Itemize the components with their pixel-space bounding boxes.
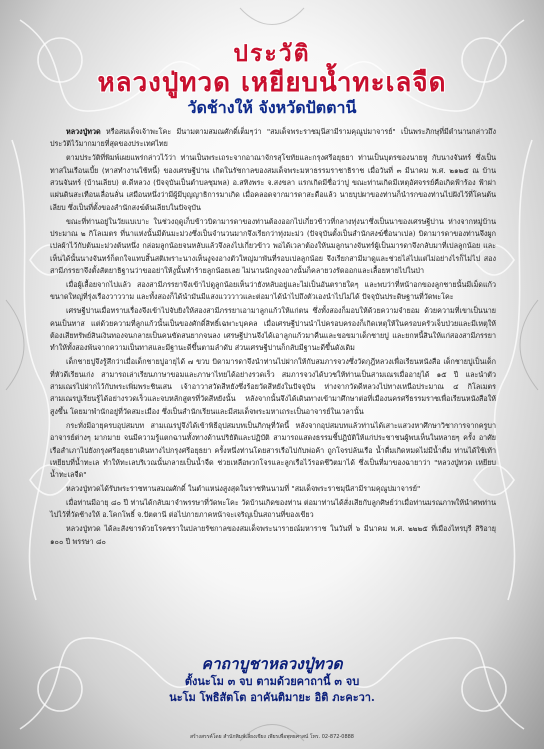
biography-text xyxy=(50,126,496,549)
paragraph-text: เมื่อผู้เลื้อยจากไปแล้ว สองสามีภรรยาจึงเข้าไปดูลูกน้อยเห็นว่ายังหลับอยู่และไม่เป็นอันตรายใดๆ และพบว่าที่หน้าอกของลูกชายนั้นมีเม็ดแก้วขนาดใหญ่ที่รุ่งเรืองวาววาม และทั้งสองก็ได้นำมันมีแสงแวววาวและต่อมาได้นำไปถึงตัวเองนำไปไม่ได้ ปัจจุบันประดิษฐานที่วัดพะโคะ xyxy=(50,280,496,302)
paragraph-text: เมื่อท่านมีอายุ ๘๐ ปี ท่านได้กลับมาจำพรรษาที่วัดพะโคะ วัดบ้านเกิดของท่าน ต่อมาท่านได้สั่งเสียกับลูกศิษย์ว่าเมื่อท่านมรณภาพให้นำศพท่านไปไว้ที่วัดช้างให้ อ.โคกโพธิ์ จ.ปัตตานี ต่อไปภายภาคหน้าจะเจริญเป็นสถานที่ของเขียว xyxy=(50,497,496,520)
publisher-credit: สร้างสรรค์โดย สำนักพิมพ์เลี่ยงเชียง เพียรเพื่อพุทธศาสน์ โทร. 02-872-0888 xyxy=(189,734,354,740)
title-line1: ประวัติ xyxy=(233,40,311,67)
paragraph xyxy=(50,126,496,151)
paragraph xyxy=(50,279,496,304)
prayer-title: คาถาบูชาหลวงปู่ทวด xyxy=(201,654,343,673)
prayer-verse: นะโม โพธิสัตโต อาคันติมายะ อิติ ภะคะวา. xyxy=(169,691,375,704)
paragraph xyxy=(50,305,496,355)
paragraph xyxy=(50,152,496,214)
paragraph-lead: หลวงปู่ทวด xyxy=(66,127,101,136)
paragraph-text: ตามประวัติที่พิมพ์เผยแพร่กล่าวไว้ว่า ท่านเป็นพระเถระจากอาณาจักรสุโขทัยและกรุงศรีอยุธยา ท่านเป็นบุตรของนายหู กับนางจันทร์ ซึ่งเป็นทาสในเรือนเบี้ย (ทาสทำงานใช้หนี้) ของเศรษฐีปาน เกิดในรัชกาลของสมเด็จพระมหาธรรมราชาธิราช เมื่อวันที่ ๓ มีนาคม พ.ศ. ๒๑๒๕ ณ บ้านสวนจันทร์ (บ้านเลียบ) ต.ดีหลวง (ปัจจุบันเป็นตำบลชุมพล) อ.สทิงพระ จ.สงขลา แรกเกิดมีชื่อว่าปู ขณะท่านเกิดมีเหตุอัศจรรย์คือเกิดฟ้าร้อง ฟ้าผ่า แผ่นดินสะเทือนเลื่อนลั่น เสมือนหนึ่งว่ามีผู้มีบุญญาธิการมาเกิด เมื่อคลอดจากมารดาสะดือแล้ว นายบุปผาของท่านก็นำรกของท่านไปฝังไว้ที่โคนต้นเลียบ ซึ่งเป็นที่ตั้งของสำนักสงฆ์ต้นเลียบในปัจจุบัน xyxy=(50,153,496,212)
paragraph-text: หรือสมเด็จเจ้าพะโคะ มีนามตามสมณศักดิ์เต็มๆว่า "สมเด็จพระราชมุนีสามีรามคุณูปมาจารย์" เป็นพระภิกษุที่มีตำนานกล่าวถึงประวัติไว้มากมายที่สุดของประเทศไทย xyxy=(50,127,496,149)
title-line2: หลวงปู่ทวด เหยียบน้ำทะเลจืด xyxy=(97,68,447,98)
paragraph-text: ขณะที่ท่านอยู่ในวัยแบเบาะ ในช่วงฤดูเก็บข้าวบิดามารดาของท่านต้องออกไปเกี่ยวข้าวที่กลางทุ่งนาซึ่งเป็นนาของเศรษฐีปาน ห่างจากหมู่บ้านประมาณ ๒ กิโลเมตร ที่นาแห่งนั้นมีต้นมะม่วงซึ่งเป็นจำนวนมากจึงเรียกว่าทุ่งมะม่ว (ปัจจุบันตั้งเป็นสำนักสงฆ์ชื่อนาเปล) บิดามารดาของท่านจึงผูกเปลผ้าไว้กับต้นมะม่วงต้นหนึ่ง กล่อมลูกน้อยจนหลับแล้วจึงลงไปเกี่ยวข้าว พอได้เวลาต้องให้นมลูกนางจันทร์ผู้เป็นมารดาจึงกลับมาที่เปลลูกน้อย และเห็นได้นั้นนางจันทร์ก็ตกใจแทบสิ้นสติเพราะนางเห็นงูจงอางตัวใหญ่มาพันที่รอบเปลลูกน้อย จึงเรียกสามีมาดูและช่วยไล่ไปแต่ไม่อย่างไรก็ไม่ไป สองสามีภรรยาจึงตั้งสัตยาธิฐานว่าขออย่าให้งูนั้นทำร้ายลูกน้อยเลย ไม่นานนักงูจงอางนั้นก็คลายวงรัดออกและเลื้อยหายไปในป่า xyxy=(50,216,496,276)
subtitle: วัดช้างให้ จังหวัดปัตตานี xyxy=(187,98,357,117)
paragraph-text: หลวงปู่ทวดได้รับพระราชทานสมณศักดิ์ ในตำแหน่งสูงสุดในราชทินนามที่ "สมเด็จพระราชมุนีสามีรามคุณูปมาจารย์" xyxy=(66,484,421,494)
paragraph-text: กระทั่งมีอายุครบอุปสมบท สามเณรปูจึงได้เข้าพิธีอุปสมบทเป็นภิกษุที่วัดนี้ หลังจากอุปสมบทแล้วท่านได้เสาะแสวงหาศึกษาวิชาการจากครูบาอาจารย์ต่างๆ มากมาย จนมีความรู้แตกฉานทั้งทางด้านปริยัติและปฏิบัติ สามารถแสดงธรรมชี้ปฏิบัติให้แก่ประชาชนผู้พบเห็นในหลายๆ ครั้ง อาศัยเรือสำเภาไปยังกรุงศรีอยุธยาเดินทางไปกรุงศรีอยุธยา ครั้งหนึ่งท่านโดยสารเรือไปกับพ่อค้า ถูกโจรปล้นเรือ น้ำดื่มเกิดหมดไม่มีน้ำดื่ม ท่านได้ใช้เท้าเหยียบที่น้ำทะเล ทำให้ทะเลบริเวณนั้นกลายเป็นน้ำจืด ช่วยเหลือพวกโจรและลูกเรือไว้รอดชีวิตมาได้ ซึ่งเป็นที่มาของฉายาว่า "หลวงปู่ทวด เหยียบน้ำทะเลจืด" xyxy=(50,420,496,480)
paragraph-text: หลวงปู่ทวด ได้ละสังขารด้วยโรคชราในปลายรัชกาลของสมเด็จพระนารายณ์มหาราช ในวันที่ ๖ มีนาคม พ.ศ. ๒๒๒๕ ที่เมืองไทรบุรี สิริอายุ ๑๐๐ ปี พรรษา ๘๐ xyxy=(50,524,496,546)
paragraph-text: เศรษฐีปานเมื่อทราบเรื่องจึงเข้าไปจับยิงให้สองสามีภรรยาเอามาลูกแก้วให้แก่ตน ซึ่งทั้งสองก็มอบให้ด้วยความจำยอม ด้วยความที่เขาเป็นนายคนเป็นทาส แต่ด้วยความที่ลูกแก้วนั้นเป็นของศักดิ์สิทธิ์เฉพาะบุคคล เมื่อเศรษฐีปานนำไปครอบครองก็เกิดเหตุให้ในครอบครัวเจ็บป่วยและมีเหตุให้ต้องเสียทรัพย์สินเงินทองจนกลายเป็นคนขัดสนยากจนลง เศรษฐีปานจึงได้เอาลูกแก้วมาคืนและขอขมาเด็กชายปู และยกหนี้สินให้แก่สองสามีภรรยา ทำให้ทั้งสองพ้นจากความเป็นทาสและมีฐานะดีขึ้นตามลำดับ ส่วนเศรษฐีปานก็กลับมีฐานะดีขึ้นดังเดิม xyxy=(50,306,496,353)
paragraph xyxy=(50,523,496,548)
paragraph xyxy=(50,216,496,278)
prayer-instruction: ตั้งนะโม ๓ จบ ตามด้วยคาถานี้ ๓ จบ xyxy=(184,675,360,688)
paragraph xyxy=(50,497,496,522)
paragraph-text: เด็กชายปูจึงรู้สึกว่าเมื่อเด็กชายปูอายุได้ ๗ ขวบ บิดามารดาจึงนำท่านไปฝากให้กับสมภารจวงซึ่งวัดกุฎีหลวงเพื่อเรียนหนังสือ เด็กชายปูเป็นเด็กที่หัวดีเรียนเก่ง สามารถเล่าเรียนภาษาขอมและภาษาไทยได้อย่างรวดเร็ว สมภารจวงได้บวชให้ท่านเป็นสามเณรเมื่ออายุได้ ๑๕ ปี และนำตัวสามเณรไปฝากไว้กับพระเพิ่มพระชินเสน เจ้าอาวาสวัดสีหยังซึ่งร้อยวัดสีหยังในปัจจุบัน ห่างจากวัดดีหลวงไปทางเหนือประมาณ ๔ กิโลเมตร สามเณรปูเรียนรู้ได้อย่างรวดเร็วและจบหลักสูตรที่วัดสีหยังนั้น หลังจากนั้นจึงได้เดินทางเข้ามาศึกษาต่อที่เมืองนครศรีธรรมราชเพื่อเรียนหนังสือให้สูงขึ้น โดยมาพำนักอยู่ที่วัดสมะเมือง ซึ่งเป็นสำนักเรียนและมีสมเด็จพระมหาเถระเป็นอาจารย์ในเวลานั้น xyxy=(50,357,496,416)
paragraph xyxy=(50,483,496,495)
paragraph xyxy=(50,420,496,482)
paragraph xyxy=(50,356,496,418)
